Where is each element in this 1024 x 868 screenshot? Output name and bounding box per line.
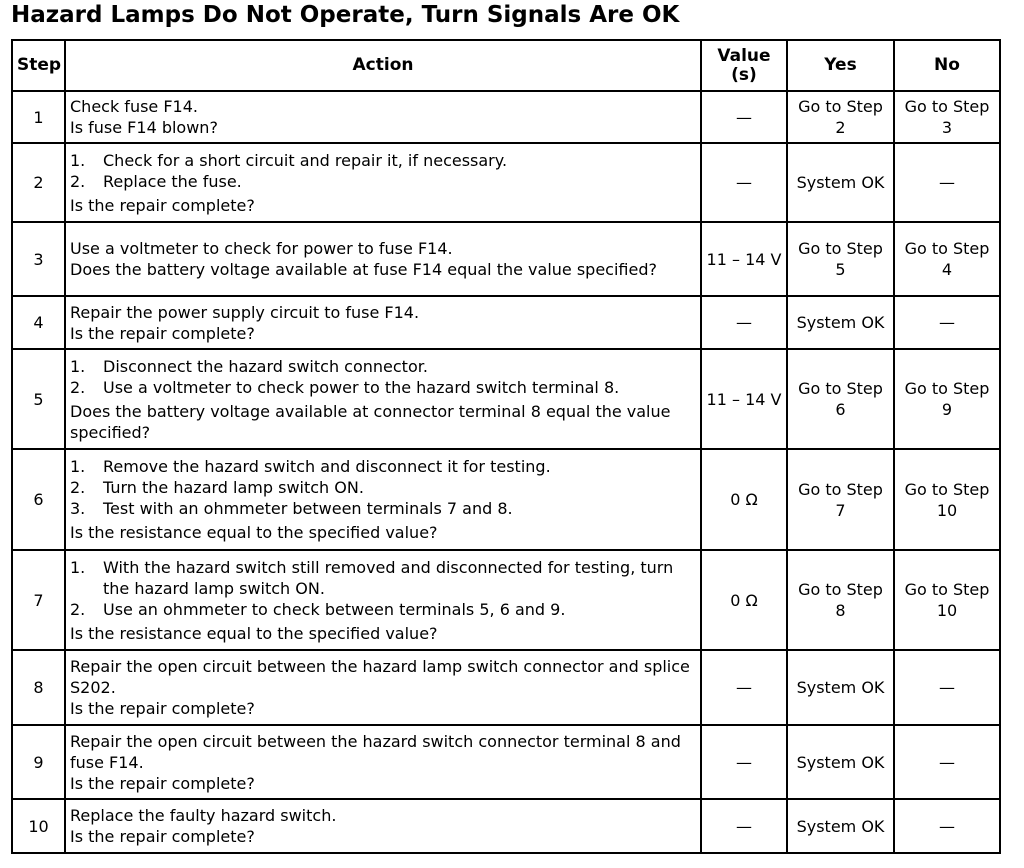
list-item-number: 3. — [70, 499, 86, 518]
step-number: 4 — [12, 296, 65, 349]
column-header-action: Action — [65, 40, 701, 91]
yes-cell: System OK — [787, 296, 894, 349]
list-item-number: 1. — [70, 150, 86, 170]
action-list-item — [70, 150, 696, 171]
action-cell — [65, 143, 701, 222]
action-list — [70, 456, 696, 519]
table-row — [12, 449, 1000, 550]
yes-cell: Go to Step 8 — [787, 550, 894, 650]
action-cell — [65, 650, 701, 725]
table-row — [12, 143, 1000, 222]
list-item-number: 2. — [70, 478, 86, 497]
action-line: Repair the open circuit between the hazard switch connector terminal 8 and fuse F14. — [70, 731, 681, 772]
no-cell: — — [894, 650, 1000, 725]
step-number: 3 — [12, 222, 65, 296]
action-list-item — [70, 599, 696, 620]
table-row — [12, 296, 1000, 349]
list-item-text: Test with an ohmmeter between terminals 7 and 8. — [103, 499, 513, 518]
action-line: Is the repair complete? — [70, 323, 255, 343]
list-item-number: 1. — [70, 356, 86, 376]
value-cell: 11 – 14 V — [701, 222, 787, 296]
list-item-text: Check for a short circuit and repair it, if necessary. — [103, 150, 508, 170]
value-cell: — — [701, 143, 787, 222]
action-list — [70, 150, 696, 192]
action-cell — [65, 449, 701, 550]
step-number: 9 — [12, 725, 65, 799]
list-item-number: 1. — [70, 557, 86, 577]
value-cell: — — [701, 296, 787, 349]
no-cell: — — [894, 296, 1000, 349]
step-number: 10 — [12, 799, 65, 853]
action-question: Is the resistance equal to the specified value? — [70, 623, 438, 643]
table-row — [12, 222, 1000, 296]
action-list-item — [70, 456, 696, 477]
action-question: Does the battery voltage available at connector terminal 8 equal the value specified? — [70, 401, 671, 442]
action-cell — [65, 296, 701, 349]
page-title: Hazard Lamps Do Not Operate, Turn Signals Are OK — [11, 2, 680, 28]
no-cell: Go to Step 10 — [894, 449, 1000, 550]
action-line: Replace the faulty hazard switch. — [70, 806, 337, 825]
action-list-item — [70, 377, 696, 398]
list-item-text: Turn the hazard lamp switch ON. — [103, 478, 364, 497]
action-list-item — [70, 498, 696, 519]
no-cell: Go to Step 9 — [894, 349, 1000, 449]
table-row — [12, 725, 1000, 799]
action-line: Is the repair complete? — [70, 773, 255, 793]
step-number: 2 — [12, 143, 65, 222]
step-number: 1 — [12, 91, 65, 143]
list-item-text: With the hazard switch still removed and disconnected for testing, turn the hazard lamp switch ON. — [103, 557, 674, 598]
action-list-item — [70, 477, 696, 498]
value-cell: — — [701, 650, 787, 725]
yes-cell: Go to Step 2 — [787, 91, 894, 143]
action-cell — [65, 222, 701, 296]
list-item-text: Replace the fuse. — [103, 171, 242, 191]
value-cell: — — [701, 799, 787, 853]
action-cell — [65, 349, 701, 449]
value-cell: 0 Ω — [701, 449, 787, 550]
table-row — [12, 799, 1000, 853]
action-line: Is the repair complete? — [70, 699, 255, 718]
yes-cell: System OK — [787, 799, 894, 853]
action-line: Repair the power supply circuit to fuse F14. — [70, 302, 420, 322]
table-row — [12, 650, 1000, 725]
action-cell — [65, 550, 701, 650]
step-number: 6 — [12, 449, 65, 550]
list-item-number: 2. — [70, 171, 86, 191]
list-item-number: 2. — [70, 599, 86, 619]
no-cell: — — [894, 799, 1000, 853]
no-cell: Go to Step 10 — [894, 550, 1000, 650]
step-number: 7 — [12, 550, 65, 650]
action-line: Check fuse F14. — [70, 97, 198, 116]
yes-cell: System OK — [787, 650, 894, 725]
action-list-item — [70, 557, 696, 599]
value-cell: 0 Ω — [701, 550, 787, 650]
action-line: Is the repair complete? — [70, 827, 255, 846]
table-row — [12, 550, 1000, 650]
table-row — [12, 91, 1000, 143]
value-cell: 11 – 14 V — [701, 349, 787, 449]
list-item-text: Remove the hazard switch and disconnect it for testing. — [103, 457, 551, 476]
action-question: Is the repair complete? — [70, 195, 255, 215]
action-cell — [65, 725, 701, 799]
column-header-no: No — [894, 40, 1000, 91]
step-number: 5 — [12, 349, 65, 449]
action-line: Repair the open circuit between the hazard lamp switch connector and splice S202. — [70, 657, 690, 697]
yes-cell: Go to Step 5 — [787, 222, 894, 296]
yes-cell: Go to Step 6 — [787, 349, 894, 449]
no-cell: — — [894, 143, 1000, 222]
list-item-number: 1. — [70, 457, 86, 476]
action-list-item — [70, 171, 696, 192]
action-list — [70, 356, 696, 398]
action-question: Is the resistance equal to the specified value? — [70, 523, 438, 542]
action-line: Is fuse F14 blown? — [70, 118, 218, 137]
value-cell: — — [701, 91, 787, 143]
yes-cell: System OK — [787, 725, 894, 799]
list-item-number: 2. — [70, 377, 86, 397]
step-number: 8 — [12, 650, 65, 725]
list-item-text: Disconnect the hazard switch connector. — [103, 356, 428, 376]
action-cell — [65, 799, 701, 853]
yes-cell: System OK — [787, 143, 894, 222]
yes-cell: Go to Step 7 — [787, 449, 894, 550]
action-list-item — [70, 356, 696, 377]
column-header-step: Step — [12, 40, 65, 91]
list-item-text: Use an ohmmeter to check between terminals 5, 6 and 9. — [103, 599, 566, 619]
action-line: Does the battery voltage available at fuse F14 equal the value specified? — [70, 260, 657, 279]
no-cell: Go to Step 3 — [894, 91, 1000, 143]
no-cell: — — [894, 725, 1000, 799]
column-header-value: Value (s) — [701, 40, 787, 91]
table-row — [12, 349, 1000, 449]
action-list — [70, 557, 696, 620]
diagnostic-table — [11, 39, 1001, 854]
action-cell — [65, 91, 701, 143]
action-line: Use a voltmeter to check for power to fuse F14. — [70, 239, 453, 258]
value-cell: — — [701, 725, 787, 799]
list-item-text: Use a voltmeter to check power to the hazard switch terminal 8. — [103, 377, 620, 397]
column-header-yes: Yes — [787, 40, 894, 91]
table-header-row — [12, 40, 1000, 91]
no-cell: Go to Step 4 — [894, 222, 1000, 296]
